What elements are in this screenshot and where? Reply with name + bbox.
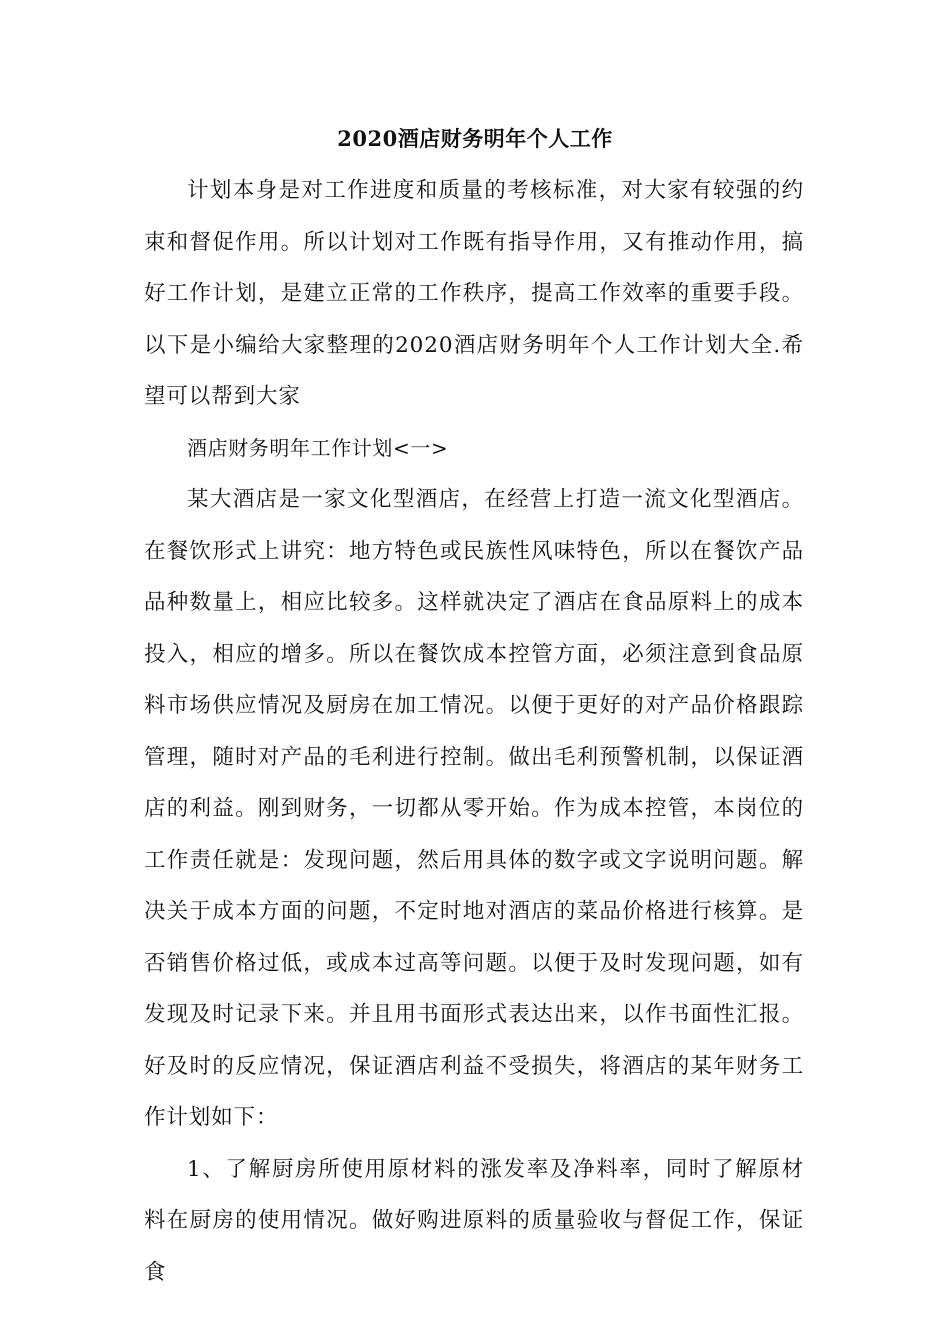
intro-paragraph: 计划本身是对工作进度和质量的考核标准，对大家有较强的约束和督促作用。所以计划对工作既有指导作用，又有推动作用，搞好工作计划，是建立正常的工作秩序，提高工作效率的重要手段。以下是小编给大家整理的2020酒店财务明年个人工作计划大全.希望可以帮到大家 [144,178,804,409]
document-body [144,165,804,1298]
document-title: 2020酒店财务明年个人工作 [337,126,613,151]
section-paragraph-1: 某大酒店是一家文化型酒店，在经营上打造一流文化型酒店。在餐饮形式上讲究：地方特色或民族性风味特色，所以在餐饮产品品种数量上，相应比较多。这样就决定了酒店在食品原料上的成本投入，相应的增多。所以在餐饮成本控管方面，必须注意到食品原料市场供应情况及厨房在加工情况。以便于更好的对产品价格跟踪管理，随时对产品的毛利进行控制。做出毛利预警机制，以保证酒店的利益。刚到财务，一切都从零开始。作为成本控管，本岗位的工作责任就是：发现问题，然后用具体的数字或文字说明问题。解决关于成本方面的问题，不定时地对酒店的菜品价格进行核算。是否销售价格过低，或成本过高等问题。以便于及时发现问题，如有发现及时记录下来。并且用书面形式表达出来，以作书面性汇报。好及时的反应情况，保证酒店利益不受损失，将酒店的某年财务工作计划如下： [144,487,804,1130]
section-heading: 酒店财务明年工作计划<一> [187,435,449,460]
section-paragraph-2: 1、了解厨房所使用原材料的涨发率及净料率，同时了解原材料在厨房的使用情况。做好购进原料的质量验收与督促工作，保证食 [144,1156,804,1285]
